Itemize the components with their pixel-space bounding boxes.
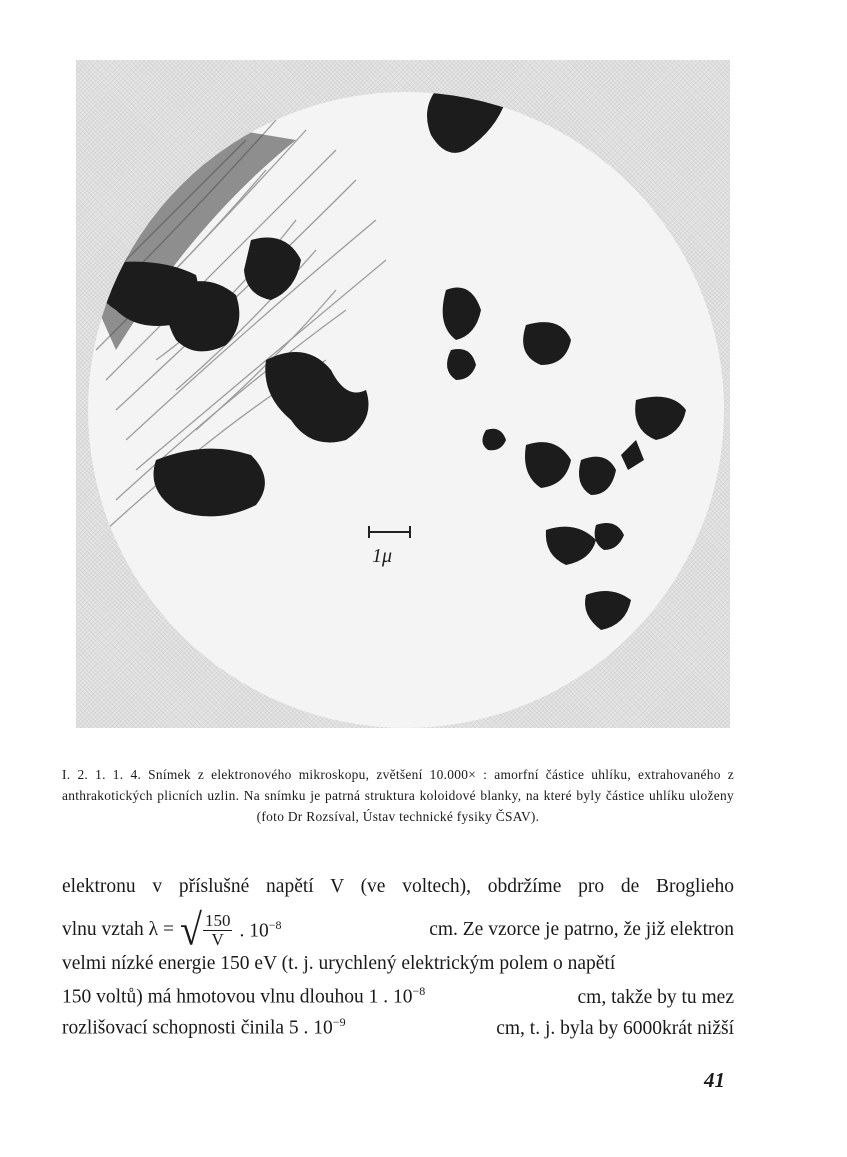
body-line-5-tail: cm, t. j. byla by 6000krát nižší [496, 1017, 734, 1039]
body-line-4 [62, 984, 734, 1015]
body-line-1-text: elektronu v příslušné napětí V (ve voltech), obdržíme pro de Broglieho [62, 876, 734, 897]
body-line-2-tail: cm. Ze vzorce je patrno, že již elektron [429, 919, 734, 940]
formula [62, 904, 282, 955]
body-line-5 [62, 1015, 734, 1046]
line-5-exponent: −9 [332, 1015, 346, 1029]
body-line-4-lead: 150 voltů) má hmotovou vlnu dlouhou 1 . $10^{-8}$ [62, 984, 426, 1008]
formula-lead: vlnu vztah λ = [62, 919, 174, 940]
body-line-1 [62, 876, 734, 907]
formula-power: . $10^{-8}$ [239, 917, 282, 942]
electron-micrograph-figure [76, 60, 730, 728]
body-line-5-lead: rozlišovací schopnosti činila 5 . $10^{-9}$ [62, 1015, 346, 1039]
formula-exponent: −8 [268, 917, 282, 932]
line-4-exponent: −8 [412, 984, 426, 998]
fraction [200, 912, 236, 949]
scale-label: 1μ [372, 545, 393, 567]
body-line-2 [62, 904, 734, 955]
figure-caption: I. 2. 1. 1. 4. Snímek z elektronového mikroskopu, zvětšení 10.000× : amorfní částice uhlíku, extrahovaného z anthrakotických plicních uzlin. Na snímku je patrná struktura koloidové blanky, na které byly částice uhlíku uloženy (foto Dr Rozsíval, Ústav technické fysiky ČSAV). [62, 767, 734, 824]
sqrt-icon: √ [179, 904, 202, 955]
fraction-denominator: V [211, 929, 224, 949]
fraction-numerator: 150 [204, 910, 231, 930]
body-line-3 [62, 953, 734, 984]
micrograph-image [76, 60, 730, 728]
body-text [62, 876, 734, 1046]
body-line-4-tail: cm, takže by tu mez [577, 986, 734, 1008]
body-line-3-text: velmi nízké energie 150 eV (t. j. urychlený elektrickým polem o napětí [62, 953, 616, 974]
page-number: 41 [704, 1068, 725, 1092]
